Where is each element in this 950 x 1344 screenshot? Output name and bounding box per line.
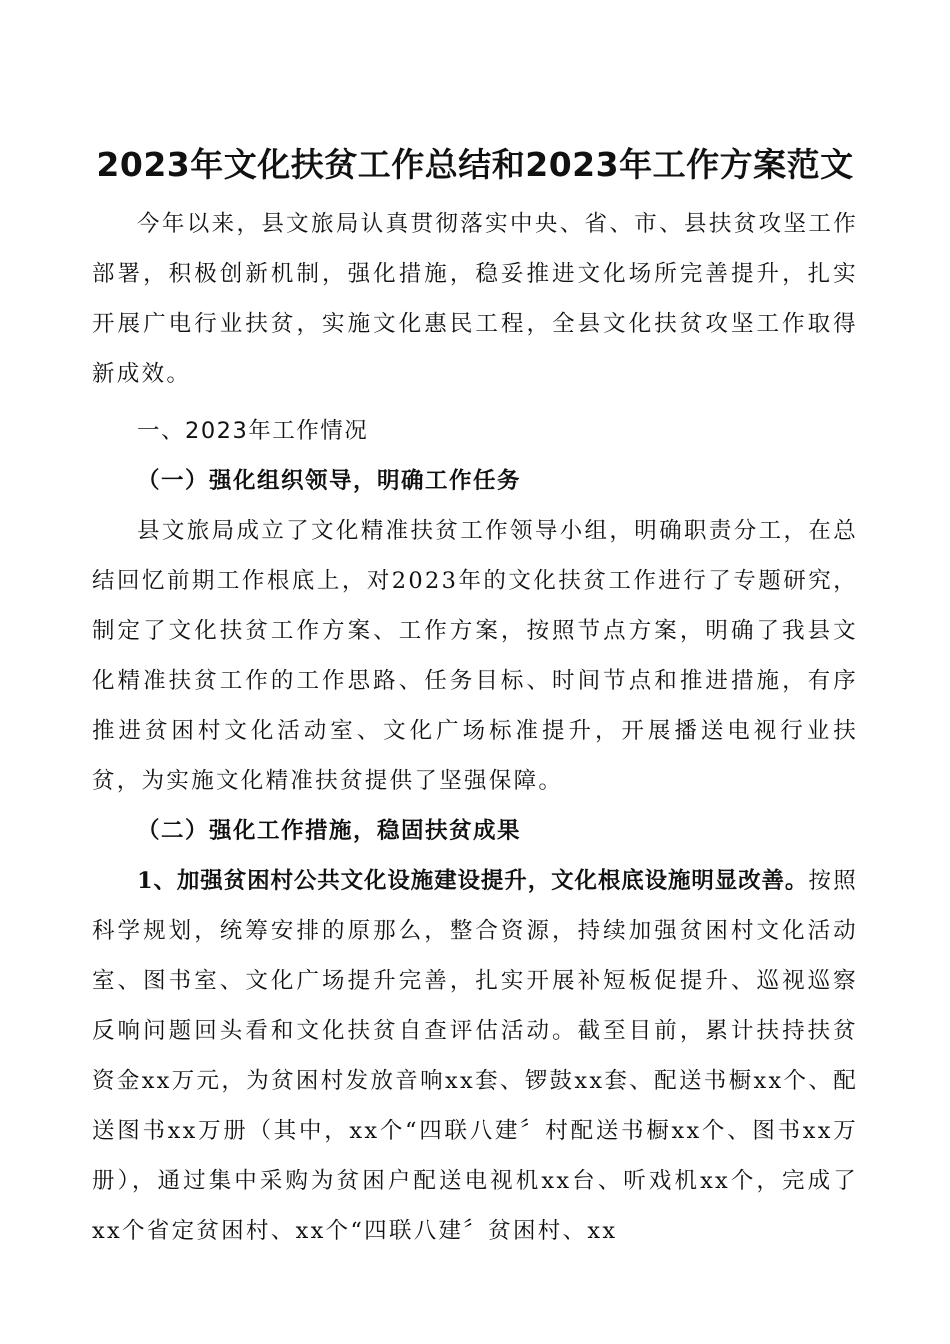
document-title: 2023年文化扶贫工作总结和2023年工作方案范文 bbox=[96, 145, 854, 184]
section-heading-1: 一、2023年工作情况 bbox=[137, 418, 369, 444]
subsection-heading-2: （二）强化工作措施，稳固扶贫成果 bbox=[137, 818, 522, 844]
subsection-heading-1: （一）强化组织领导，明确工作任务 bbox=[137, 468, 522, 494]
subsection-1-paragraph: 县文旅局成立了文化精准扶贫工作领导小组，明确职责分工，在总结回忆前期工作根底上，对2023年的文化扶贫工作进行了专题研究，制定了文化扶贫工作方案、工作方案，按照节点方案，明确了我县文化精准扶贫工作的工作思路、任务目标、时间节点和推进措施，有序推进贫困村文化活动室、文化广场标准提升，开展播送电视行业扶贫，为实施文化精准扶贫提供了坚强保障。 bbox=[92, 518, 858, 794]
item-1-paragraph bbox=[92, 856, 858, 1256]
item-1-lead: 1、加强贫困村公共文化设施建设提升，文化根底设施明显改善。 bbox=[137, 868, 809, 894]
document-page bbox=[92, 138, 858, 1256]
item-1-body: 按照科学规划，统筹安排的原那么，整合资源，持续加强贫困村文化活动室、图书室、文化广场提升完善，扎实开展补短板促提升、巡视巡察反响问题回头看和文化扶贫自查评估活动。截至目前，累计扶持扶贫资金xx万元，为贫困村发放音响xx套、锣鼓xx套、配送书橱xx个、配送图书xx万册（其中，xx个“四联八建〞村配送书橱xx个、图书xx万册），通过集中采购为贫困户配送电视机xx台、听戏机xx个，完成了xx个省定贫困村、xx个“四联八建〞贫困村、xx bbox=[92, 868, 858, 1244]
intro-paragraph: 今年以来，县文旅局认真贯彻落实中央、省、市、县扶贫攻坚工作部署，积极创新机制，强化措施，稳妥推进文化场所完善提升，扎实开展广电行业扶贫，实施文化惠民工程，全县文化扶贫攻坚工作取得新成效。 bbox=[92, 211, 858, 387]
